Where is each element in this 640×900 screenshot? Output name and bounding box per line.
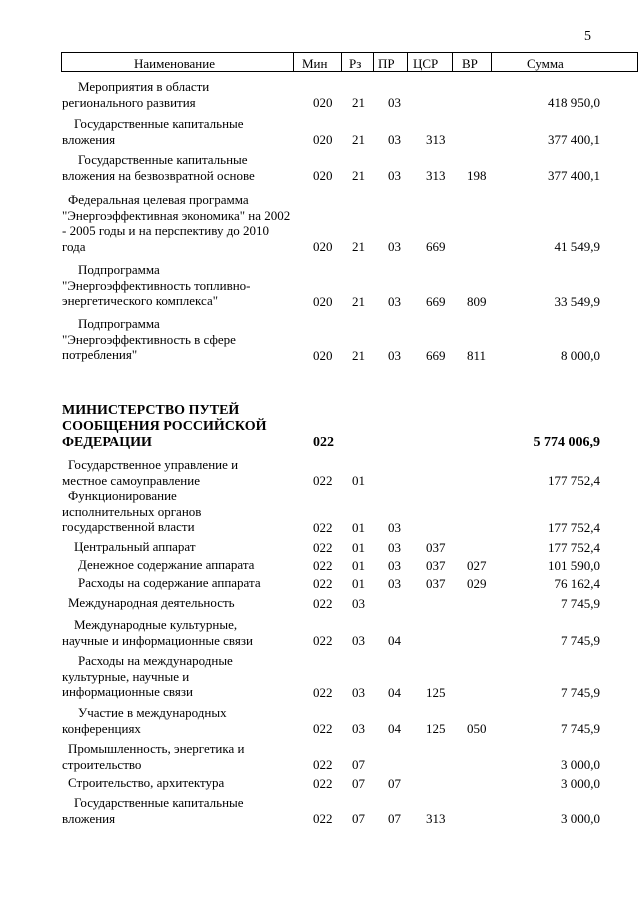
cell-sum: 177 752,4 (548, 539, 600, 555)
cell-vr: 029 (467, 575, 487, 591)
cell-rz: 03 (352, 684, 365, 700)
row-name: Федеральная целевая программа "Энергоэффективная экономика" на 2002 - 2005 годы и на перспективу до 2010 года (62, 192, 291, 254)
cell-sum: 377 400,1 (548, 131, 600, 147)
cell-min: 020 (313, 94, 333, 110)
header-csr: ЦСР (413, 56, 439, 71)
table-row (0, 262, 640, 309)
cell-csr: 125 (426, 684, 446, 700)
cell-pr: 03 (388, 167, 401, 183)
cell-sum: 7 745,9 (561, 684, 600, 700)
cell-pr: 03 (388, 539, 401, 555)
header-rz: Рз (349, 56, 362, 71)
page-number: 5 (584, 29, 591, 44)
table-row (0, 316, 640, 363)
cell-csr: 037 (426, 557, 446, 573)
cell-vr: 809 (467, 293, 487, 309)
cell-pr: 03 (388, 131, 401, 147)
table-row (0, 595, 640, 611)
table-row (0, 457, 640, 488)
cell-min: 022 (313, 519, 333, 535)
table-row-ministry (0, 403, 640, 451)
cell-pr: 03 (388, 238, 401, 254)
cell-rz: 07 (352, 775, 365, 791)
row-name: Подпрограмма "Энергоэффективность топливно-энергетического комплекса" (62, 262, 251, 308)
header-pr: ПР (378, 56, 395, 71)
column-divider (373, 53, 374, 71)
cell-min: 022 (313, 539, 333, 555)
table-row (0, 557, 640, 573)
cell-sum: 3 000,0 (561, 810, 600, 826)
cell-sum: 41 549,9 (554, 238, 600, 254)
cell-min: 020 (313, 131, 333, 147)
table-row (0, 116, 640, 147)
row-name: Мероприятия в области регионального развития (62, 79, 210, 110)
cell-vr: 198 (467, 167, 487, 183)
cell-rz: 01 (352, 575, 365, 591)
cell-rz: 21 (352, 167, 365, 183)
header-sum: Сумма (527, 56, 564, 71)
cell-rz: 01 (352, 557, 365, 573)
cell-csr: 037 (426, 575, 446, 591)
cell-rz: 03 (352, 595, 365, 611)
cell-rz: 01 (352, 519, 365, 535)
cell-sum: 33 549,9 (554, 293, 600, 309)
cell-csr: 125 (426, 720, 446, 736)
cell-min: 022 (313, 595, 333, 611)
cell-min: 020 (313, 347, 333, 363)
cell-sum: 8 000,0 (561, 347, 600, 363)
cell-rz: 21 (352, 293, 365, 309)
cell-vr: 050 (467, 720, 487, 736)
cell-pr: 04 (388, 684, 401, 700)
row-name: Участие в международных конференциях (62, 705, 227, 736)
cell-pr: 04 (388, 720, 401, 736)
row-name: Расходы на международные культурные, научные и информационные связи (62, 653, 233, 699)
cell-csr: 669 (426, 347, 446, 363)
cell-sum: 418 950,0 (548, 94, 600, 110)
row-name: Государственные капитальные вложения (62, 116, 244, 147)
cell-rz: 21 (352, 238, 365, 254)
row-name: Центральный аппарат (74, 539, 196, 554)
cell-pr: 03 (388, 557, 401, 573)
row-name: Международные культурные, научные и информационные связи (62, 617, 253, 648)
row-name: Функционирование исполнительных органов государственной власти (62, 488, 202, 534)
cell-min: 022 (313, 720, 333, 736)
row-name: Международная деятельность (68, 595, 235, 610)
cell-rz: 03 (352, 632, 365, 648)
cell-min: 022 (313, 435, 334, 450)
cell-rz: 21 (352, 94, 365, 110)
cell-sum: 7 745,9 (561, 632, 600, 648)
header-name: Наименование (134, 56, 215, 71)
cell-csr: 313 (426, 167, 446, 183)
cell-min: 020 (313, 238, 333, 254)
cell-sum: 177 752,4 (548, 519, 600, 535)
header-min: Мин (302, 56, 328, 71)
row-name: Строительство, архитектура (68, 775, 225, 790)
column-divider (341, 53, 342, 71)
cell-sum: 377 400,1 (548, 167, 600, 183)
row-name: Государственные капитальные вложения на безвозвратной основе (62, 152, 255, 183)
cell-sum: 7 745,9 (561, 720, 600, 736)
cell-csr: 669 (426, 293, 446, 309)
cell-csr: 037 (426, 539, 446, 555)
cell-sum: 101 590,0 (548, 557, 600, 573)
cell-pr: 04 (388, 632, 401, 648)
table-row (0, 79, 640, 110)
cell-min: 022 (313, 775, 333, 791)
column-divider (407, 53, 408, 71)
row-name: Промышленность, энергетика и строительство (62, 741, 245, 772)
cell-pr: 03 (388, 293, 401, 309)
table-row (0, 152, 640, 183)
cell-sum: 5 774 006,9 (533, 435, 600, 450)
row-name: Денежное содержание аппарата (78, 557, 255, 572)
table-row (0, 653, 640, 700)
row-name: Расходы на содержание аппарата (78, 575, 261, 590)
ministry-name: МИНИСТЕРСТВО ПУТЕЙ СООБЩЕНИЯ РОССИЙСКОЙ ФЕДЕРАЦИИ (62, 403, 267, 450)
table-row (0, 617, 640, 648)
cell-csr: 669 (426, 238, 446, 254)
cell-sum: 177 752,4 (548, 472, 600, 488)
cell-vr: 811 (467, 347, 487, 363)
cell-pr: 03 (388, 575, 401, 591)
cell-min: 022 (313, 684, 333, 700)
cell-sum: 3 000,0 (561, 775, 600, 791)
table-row (0, 539, 640, 555)
column-divider (293, 53, 294, 71)
cell-rz: 21 (352, 347, 365, 363)
cell-pr: 03 (388, 519, 401, 535)
table-row (0, 741, 640, 772)
cell-csr: 313 (426, 131, 446, 147)
cell-min: 022 (313, 472, 333, 488)
cell-min: 020 (313, 293, 333, 309)
cell-min: 020 (313, 167, 333, 183)
table-row (0, 705, 640, 736)
column-divider (491, 53, 492, 71)
cell-rz: 01 (352, 472, 365, 488)
cell-sum: 7 745,9 (561, 595, 600, 611)
cell-sum: 76 162,4 (554, 575, 600, 591)
table-row (0, 795, 640, 826)
table-row (0, 192, 640, 254)
cell-rz: 07 (352, 756, 365, 772)
cell-csr: 313 (426, 810, 446, 826)
cell-min: 022 (313, 575, 333, 591)
row-name: Подпрограмма "Энергоэффективность в сфере потребления" (62, 316, 236, 362)
cell-rz: 01 (352, 539, 365, 555)
cell-min: 022 (313, 756, 333, 772)
cell-rz: 21 (352, 131, 365, 147)
cell-min: 022 (313, 810, 333, 826)
cell-rz: 03 (352, 720, 365, 736)
cell-vr: 027 (467, 557, 487, 573)
table-row (0, 488, 640, 535)
row-name: Государственное управление и местное самоуправление (62, 457, 239, 488)
column-divider (452, 53, 453, 71)
header-vr: ВР (462, 56, 478, 71)
cell-pr: 03 (388, 347, 401, 363)
table-row (0, 775, 640, 791)
row-name: Государственные капитальные вложения (62, 795, 244, 826)
cell-min: 022 (313, 557, 333, 573)
cell-rz: 07 (352, 810, 365, 826)
table-header (61, 52, 638, 72)
cell-pr: 07 (388, 775, 401, 791)
cell-sum: 3 000,0 (561, 756, 600, 772)
cell-min: 022 (313, 632, 333, 648)
table-row (0, 575, 640, 591)
cell-pr: 07 (388, 810, 401, 826)
cell-pr: 03 (388, 94, 401, 110)
